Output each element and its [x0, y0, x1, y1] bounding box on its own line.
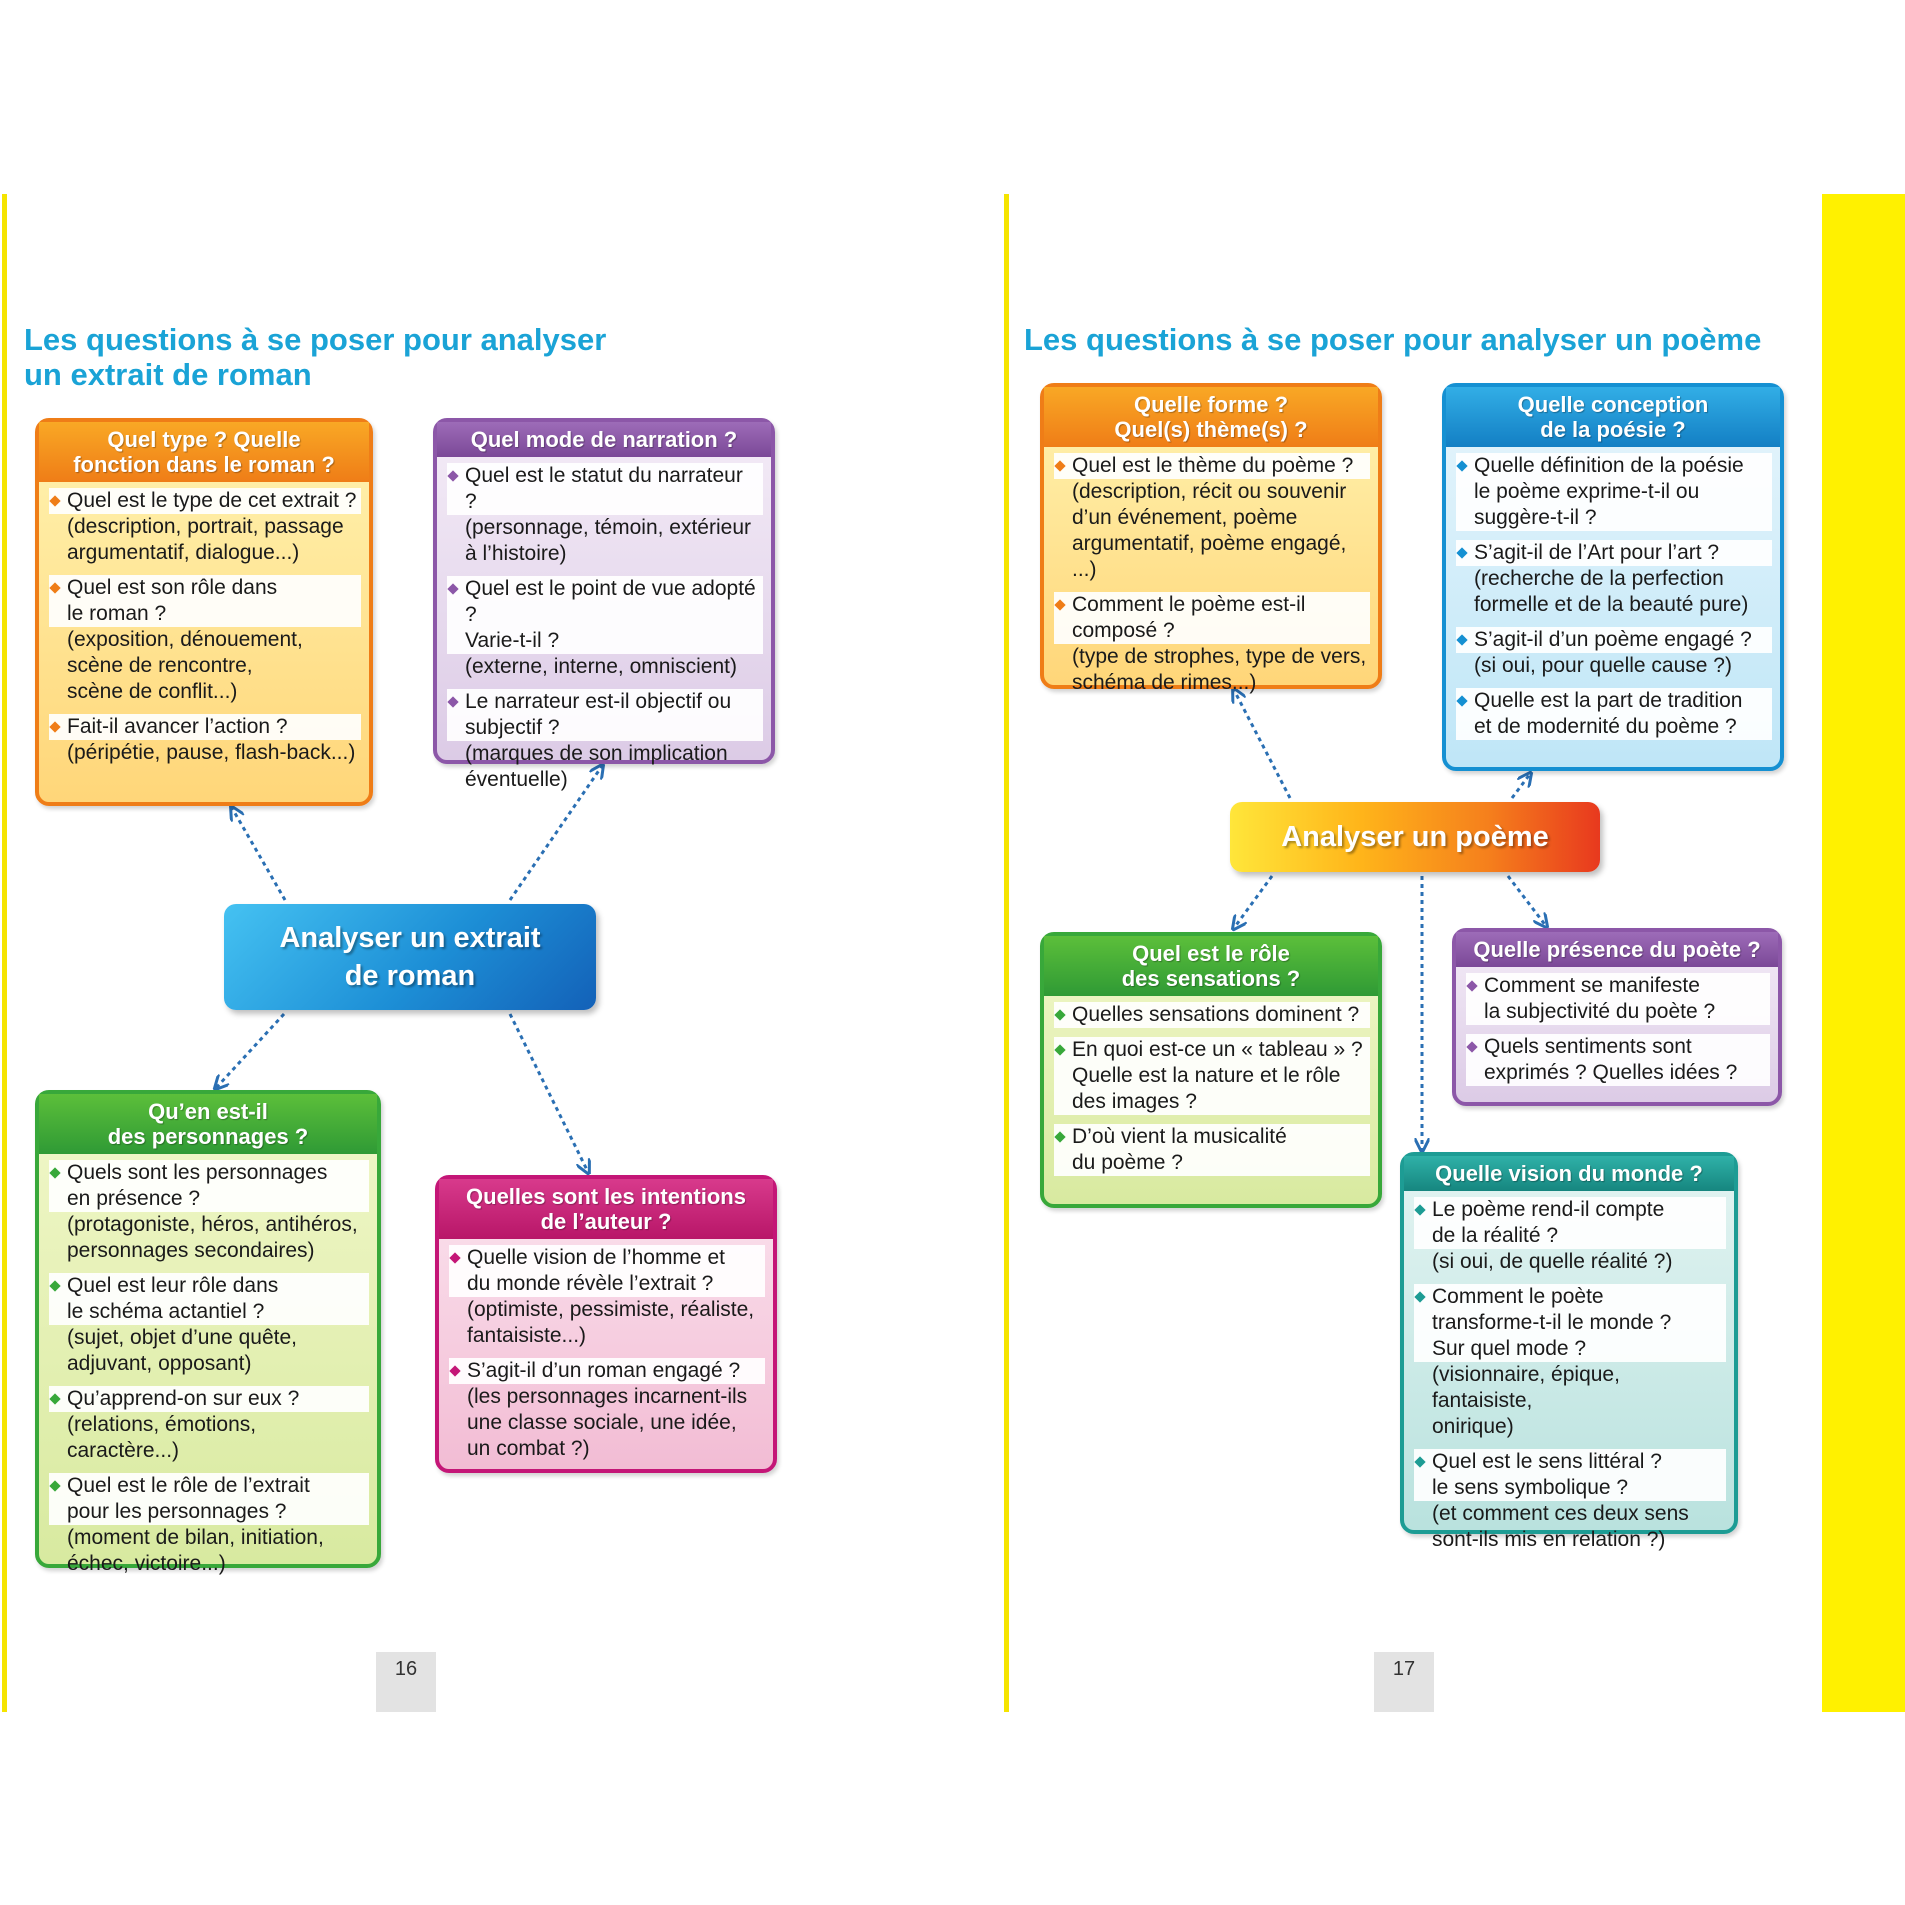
connector-presence — [1508, 876, 1546, 926]
diamond-bullet-icon — [1054, 1002, 1066, 1028]
box-narration-title: Quel mode de narration ? — [437, 422, 771, 457]
box-presence — [1452, 928, 1782, 1106]
list-item: Quelle vision de l’homme et du monde révèle l’extrait ? (optimiste, pessimiste, réaliste, fantaisiste...) — [449, 1245, 765, 1349]
list-item: Quel est le sens littéral ? le sens symbolique ? (et comment ces deux sens sont-ils mis en relation ?) — [1414, 1449, 1726, 1553]
box-forme-title: Quelle forme ? Quel(s) thème(s) ? — [1044, 387, 1378, 447]
list-item: Quel est le rôle de l’extrait pour les personnages ? (moment de bilan, initiation, échec, victoire...) — [49, 1473, 369, 1577]
left-title-line1: Les questions à se poser pour analyser — [24, 322, 607, 357]
box-sensations-title: Quel est le rôle des sensations ? — [1044, 936, 1378, 996]
box-type-fonction-title: Quel type ? Quelle fonction dans le roman ? — [39, 422, 369, 482]
box-sensations — [1040, 932, 1382, 1208]
diamond-bullet-icon — [449, 1358, 461, 1384]
diamond-bullet-icon — [1414, 1449, 1426, 1475]
diamond-bullet-icon — [49, 1386, 61, 1412]
connector-type-fonction — [232, 808, 285, 900]
diamond-bullet-icon — [449, 1245, 461, 1271]
list-item: Comment le poème est-il composé ? (type de strophes, type de vers, schéma de rimes...) — [1054, 592, 1370, 696]
box-vision — [1400, 1152, 1738, 1551]
diamond-bullet-icon — [1456, 627, 1468, 653]
box-conception — [1442, 383, 1784, 771]
list-item: Quel est le statut du narrateur ? (personnage, témoin, extérieur à l’histoire) — [447, 463, 763, 567]
diamond-bullet-icon — [447, 576, 459, 602]
list-item: Le narrateur est-il objectif ou subjectif ? (marques de son implication éventuelle) — [447, 689, 763, 793]
diamond-bullet-icon — [1054, 453, 1066, 479]
box-vision-title: Quelle vision du monde ? — [1404, 1156, 1734, 1191]
page-number-right: 17 — [1374, 1652, 1434, 1712]
diamond-bullet-icon — [447, 689, 459, 715]
list-item: En quoi est-ce un « tableau » ? Quelle est la nature et le rôle des images ? — [1054, 1037, 1370, 1115]
connector-conception — [1512, 774, 1530, 798]
list-item: Quels sont les personnages en présence ? (protagoniste, héros, antihéros, personnages secondaires) — [49, 1160, 369, 1264]
connector-sensations — [1234, 876, 1272, 928]
diamond-bullet-icon — [1466, 973, 1478, 999]
diamond-bullet-icon — [1456, 688, 1468, 714]
list-item: Le poème rend-il compte de la réalité ? (si oui, de quelle réalité ?) — [1414, 1197, 1726, 1275]
box-presence-title: Quelle présence du poète ? — [1456, 932, 1778, 967]
list-item: Quel est le thème du poème ? (description, récit ou souvenir d’un événement, poème argumentatif, poème engagé, ...) — [1054, 453, 1370, 583]
diamond-bullet-icon — [1414, 1197, 1426, 1223]
list-item: S’agit-il d’un roman engagé ? (les personnages incarnent-ils une classe sociale, une idée, un combat ?) — [449, 1358, 765, 1462]
diamond-bullet-icon — [49, 714, 61, 740]
diamond-bullet-icon — [1456, 453, 1468, 479]
box-personnages — [35, 1090, 381, 1575]
list-item: Quel est son rôle dans le roman ? (exposition, dénouement, scène de rencontre, scène de conflit...) — [49, 575, 361, 705]
central-node-poeme: Analyser un poème — [1230, 802, 1600, 872]
list-item: Quel est le type de cet extrait ? (description, portrait, passage argumentatif, dialogue...) — [49, 488, 361, 566]
right-title-line: Les questions à se poser pour analyser un poème — [1024, 322, 1762, 357]
diamond-bullet-icon — [1054, 1037, 1066, 1063]
list-item: Comment se manifeste la subjectivité du poète ? — [1466, 973, 1770, 1025]
connector-forme — [1234, 690, 1290, 798]
list-item: S’agit-il d’un poème engagé ? (si oui, pour quelle cause ?) — [1456, 627, 1772, 679]
diamond-bullet-icon — [1054, 1124, 1066, 1150]
left-title-line2: un extrait de roman — [24, 357, 312, 392]
list-item: Quelle est la part de tradition et de modernité du poème ? — [1456, 688, 1772, 740]
box-forme — [1040, 383, 1382, 694]
list-item: Quelles sensations dominent ? — [1054, 1002, 1370, 1028]
box-personnages-title: Qu’en est-il des personnages ? — [39, 1094, 377, 1154]
box-type-fonction — [35, 418, 373, 806]
list-item: Comment le poète transforme-t-il le monde ? Sur quel mode ? (visionnaire, épique, fantaisiste, onirique) — [1414, 1284, 1726, 1440]
list-item: Quelle définition de la poésie le poème exprime-t-il ou suggère-t-il ? — [1456, 453, 1772, 531]
box-intentions — [435, 1175, 777, 1473]
list-item: Quel est leur rôle dans le schéma actantiel ? (sujet, objet d’une quête, adjuvant, opposant) — [49, 1273, 369, 1377]
box-intentions-title: Quelles sont les intentions de l’auteur ? — [439, 1179, 773, 1239]
diamond-bullet-icon — [49, 1273, 61, 1299]
box-conception-title: Quelle conception de la poésie ? — [1446, 387, 1780, 447]
page-number-left: 16 — [376, 1652, 436, 1712]
connector-personnages — [216, 1014, 284, 1088]
list-item: Fait-il avancer l’action ? (péripétie, pause, flash-back...) — [49, 714, 361, 766]
diamond-bullet-icon — [1456, 540, 1468, 566]
box-narration — [433, 418, 775, 791]
diamond-bullet-icon — [49, 1473, 61, 1499]
diamond-bullet-icon — [1414, 1284, 1426, 1310]
diamond-bullet-icon — [49, 488, 61, 514]
diamond-bullet-icon — [447, 463, 459, 489]
list-item: D’où vient la musicalité du poème ? — [1054, 1124, 1370, 1176]
connector-intentions — [510, 1014, 588, 1172]
list-item: Quel est le point de vue adopté ? Varie-t-il ? (externe, interne, omniscient) — [447, 576, 763, 680]
diamond-bullet-icon — [49, 575, 61, 601]
list-item: S’agit-il de l’Art pour l’art ? (recherche de la perfection formelle et de la beauté pure) — [1456, 540, 1772, 618]
central-node-roman: Analyser un extrait de roman — [224, 904, 596, 1010]
diamond-bullet-icon — [1054, 592, 1066, 618]
diamond-bullet-icon — [1466, 1034, 1478, 1060]
list-item: Quels sentiments sont exprimés ? Quelles idées ? — [1466, 1034, 1770, 1086]
diamond-bullet-icon — [49, 1160, 61, 1186]
list-item: Qu’apprend-on sur eux ? (relations, émotions, caractère...) — [49, 1386, 369, 1464]
